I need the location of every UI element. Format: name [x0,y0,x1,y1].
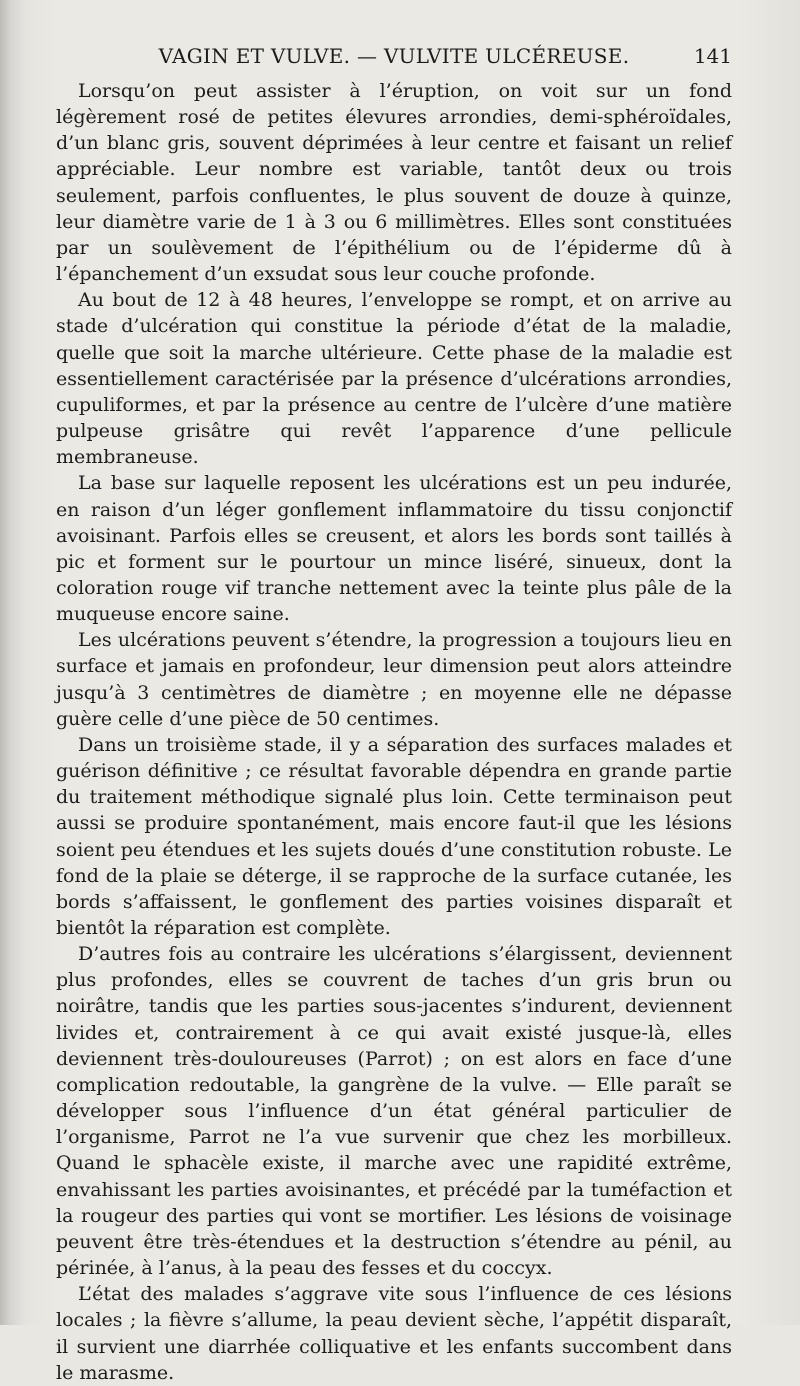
paragraph-gangrene: D’autres fois au contraire les ulcérations s’élargissent, deviennent plus profondes, elles se couvrent de taches d’un gris brun ou noirâtre, tandis que les parties sous-jacentes s’indurent, deviennent livides et, contrairement à ce qui avait existé jusque-là, elles deviennent très-douloureuses (Parrot) ; on est alors en face d’une complication redoutable, la gangrène de la vulve. — Elle paraît se développer sous l’influence d’un état général particulier de l’organisme, Parrot ne l’a vue survenir que chez les morbilleux. Quand le sphacèle existe, il marche avec une rapidité extrême, envahissant les parties avoisinantes, et précédé par la tuméfaction et la rougeur des parties qui vont se mortifier. Les lésions de voisinage peuvent être très-étendues et la destruction s’étendre au pénil, au périnée, à l’anus, à la peau des fesses et du coccyx. [56,943,732,1280]
page-number: 141 [693,44,732,68]
running-title: VAGIN ET VULVE. — VULVITE ULCÉREUSE. [158,44,630,68]
paragraph-ulceration-stage: Au bout de 12 à 48 heures, l’enveloppe se rompt, et on arrive au stade d’ulcération qui constitue la période d’état de la maladie, quelle que soit la marche ultérieure. Cette phase de la maladie est essentiellement caractérisée par la présence d’ulcérations arrondies, cupuliformes, et par la présence au centre de l’ulcère d’une matière pulpeuse grisâtre qui revêt l’apparence d’une pellicule membraneuse. [56,289,732,469]
page-header [56,38,732,70]
paragraph-eruption: Lorsqu’on peut assister à l’éruption, on voit sur un fond légèrement rosé de petites élevures arrondies, demi-sphéroïdales, d’un blanc gris, souvent déprimées à leur centre et faisant un relief appréciable. Leur nombre est variable, tantôt deux ou trois seulement, parfois confluentes, le plus souvent de douze à quinze, leur diamètre varie de 1 à 3 ou 6 millimètres. Elles sont constituées par un soulèvement de l’épithélium ou de l’épiderme dû à l’épanchement d’un exsudat sous leur couche profonde. [56,80,732,286]
body-text [56,78,732,1386]
paragraph-third-stage: Dans un troisième stade, il y a séparation des surfaces malades et guérison définitive ; ce résultat favorable dépendra en grande partie du traitement méthodique signalé plus loin. Cette terminaison peut aussi se produire spontanément, mais encore faut-il que les lésions soient peu étendues et les sujets doués d’une constitution robuste. Le fond de la plaie se déterge, il se rapproche de la surface cutanée, les bords s’affaissent, le gonflement des parties voisines disparaît et bientôt la réparation est complète. [56,733,732,939]
paragraph-ulcer-base: La base sur laquelle reposent les ulcérations est un peu indurée, en raison d’un léger gonflement inflammatoire du tissu conjonctif avoisinant. Parfois elles se creusent, et alors les bords sont taillés à pic et forment sur le pourtour un mince liséré, sinueux, dont la coloration rouge vif tranche nettement avec la teinte plus pâle de la muqueuse encore saine. [56,472,732,626]
paragraph-ulcer-extension: Les ulcérations peuvent s’étendre, la progression a toujours lieu en surface et jamais en profondeur, leur dimension peut alors atteindre jusqu’à 3 centimètres de diamètre ; en moyenne elle ne dépasse guère celle d’une pièce de 50 centimes. [56,629,732,730]
paragraph-outcome: L’état des malades s’aggrave vite sous l’influence de ces lésions locales ; la fièvre s’allume, la peau devient sèche, l’appétit disparaît, il survient une diarrhée colliquative et les enfants succombent dans le marasme. [56,1283,732,1384]
